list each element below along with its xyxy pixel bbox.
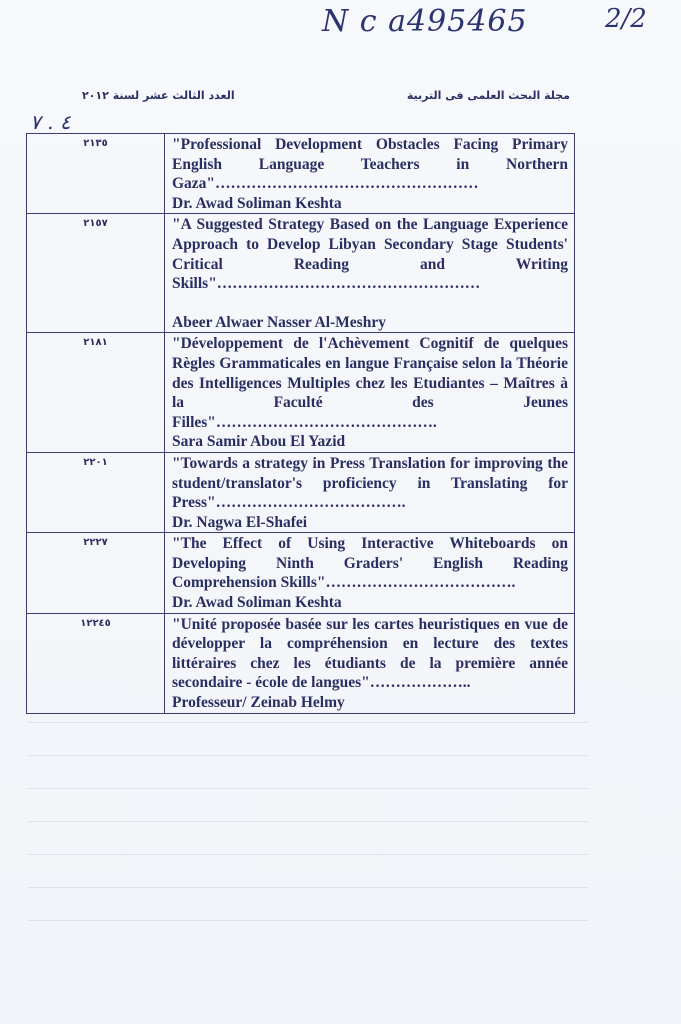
- article-author: Dr. Nagwa El-Shafei: [172, 513, 308, 531]
- article-title: "Professional Development Obstacles Facing Primary English Language Teachers in Northern Gaza"……………………………………………: [172, 136, 568, 193]
- toc-entry: [165, 613, 575, 713]
- toc-entry: [165, 333, 575, 453]
- toc-row: [27, 613, 575, 713]
- toc-row: [27, 452, 575, 532]
- toc-row: [27, 533, 575, 613]
- page-number: ٢١٣٥: [27, 134, 165, 214]
- toc-row: [27, 333, 575, 453]
- toc-entry: [165, 533, 575, 613]
- handwritten-reference-code: N c a495465: [322, 4, 528, 39]
- page-number: ١٢٢٤٥: [27, 613, 165, 713]
- article-author: Dr. Awad Soliman Keshta: [172, 194, 342, 212]
- handwritten-margin-note: ٤ . ٧: [30, 110, 71, 134]
- reverse-side-bleed-through: [28, 722, 588, 982]
- page-number: ٢٢٠١: [27, 452, 165, 532]
- article-title: "Unité proposée basée sur les cartes heuristiques en vue de développer la compréhension en lecture des textes littéraires chez les étudiants de la première année secondaire - école de langues"………………..: [172, 615, 568, 692]
- article-title: "Towards a strategy in Press Translation for improving the student/translator's proficiency in Translating for Press"……………………………….: [172, 454, 568, 512]
- article-author: Sara Samir Abou El Yazid: [172, 433, 346, 451]
- running-header: [82, 85, 570, 105]
- handwritten-page-fraction: 2/2: [605, 4, 647, 34]
- article-author: Dr. Awad Soliman Keshta: [172, 594, 342, 612]
- page-number: ٢١٥٧: [27, 214, 165, 333]
- issue-info: العدد الثالث عشر لسنة ٢٠١٢: [82, 88, 235, 102]
- toc-row: [27, 134, 575, 214]
- article-title: "The Effect of Using Interactive Whiteboards on Developing Ninth Graders' English Reading Comprehension Skills"……………………………….: [172, 535, 568, 592]
- page-number: ٢٢٢٧: [27, 533, 165, 613]
- page-number: ٢١٨١: [27, 333, 165, 453]
- toc-row: [27, 214, 575, 333]
- toc-entry: [165, 452, 575, 532]
- article-author: Abeer Alwaer Nasser Al-Meshry: [172, 313, 386, 331]
- entry-spacer: [172, 294, 568, 313]
- table-of-contents: [26, 133, 575, 714]
- article-title: "A Suggested Strategy Based on the Language Experience Approach to Develop Libyan Secondary Stage Students' Critical Reading and Writing Skills"……………………………………………: [172, 216, 568, 293]
- article-title: "Développement de l'Achèvement Cognitif de quelques Règles Grammaticales en langue Française selon la Théorie des Intelligences Multiples chez les Etudiantes – Maîtres à la Faculté des Jeunes Filles"…………………………………….: [172, 335, 568, 431]
- journal-name: مجلة البحث العلمى فى التربية: [406, 88, 570, 102]
- toc-entry: [165, 134, 575, 214]
- article-author: Professeur/ Zeinab Helmy: [172, 694, 345, 712]
- toc-entry: [165, 214, 575, 333]
